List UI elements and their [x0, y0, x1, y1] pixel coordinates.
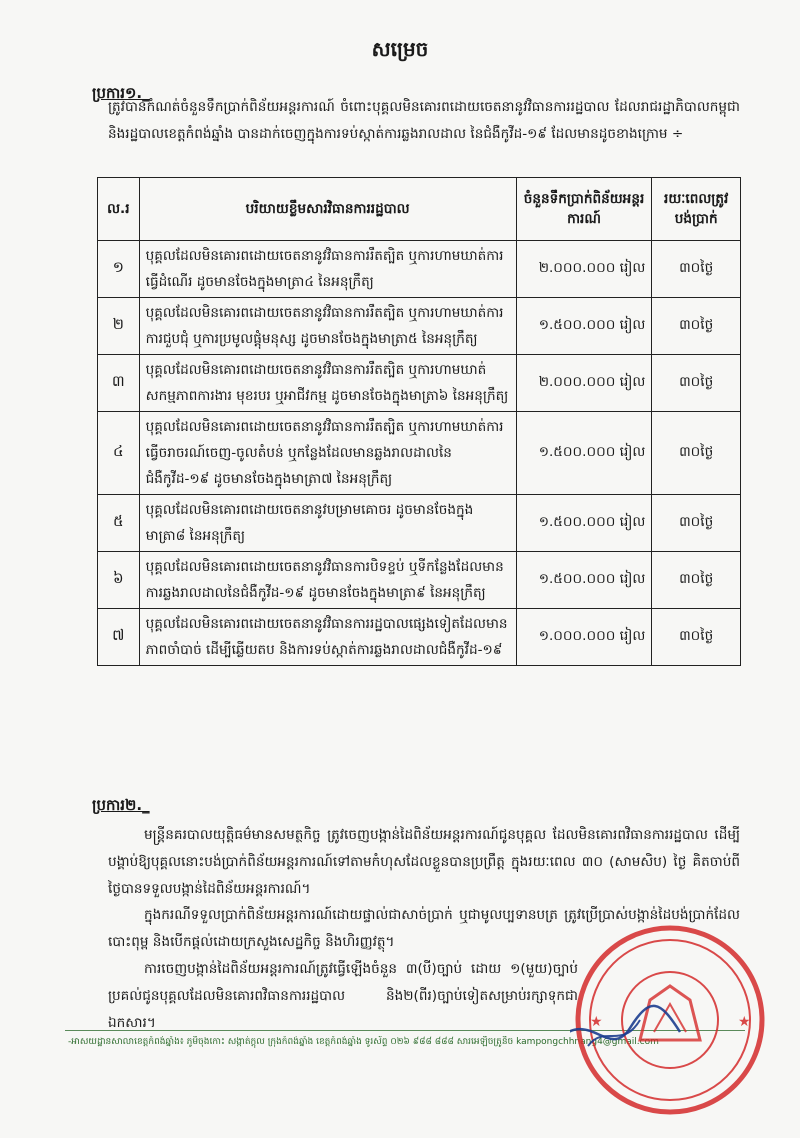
row-amount: ១.៥០០.០០០ រៀល [516, 552, 652, 609]
col-header-description: បរិយាយខ្លឹមសារវិធានការរដ្ឋបាល [139, 178, 516, 241]
row-description: បុគ្គលដែលមិនគោរពដោយចេតនានូវវិធានការរដ្ឋបាលផ្សេងទៀតដែលមានភាពចាំបាច់ ដើម្បីឆ្លើយតប និងការទប់ស្កាត់ការឆ្លងរាលដាលជំងឺកូវីដ-១៩ [139, 609, 516, 666]
row-number: ៧ [98, 609, 140, 666]
article-2-heading: ប្រការ២._ [92, 796, 150, 814]
footer-address: -អាសយដ្ឋានសាលាខេត្តកំពង់ឆ្នាំង៖ ភូមិចុងកោះ សង្កាត់ក្តុល ក្រុងកំពង់ឆ្នាំង ខេត្តកំពង់ឆ្នាំង ទូរស័ព្ទ ០២៦ ៩៨៨ ៨៨៨ សារអេឡិចត្រូនិច kampongchhnang4@gmail.com [68, 1037, 659, 1047]
row-description: បុគ្គលដែលមិនគោរពដោយចេតនានូវបម្រាមគោចរ ដូចមានចែងក្នុងមាត្រា៨ នៃអនុក្រឹត្យ [139, 495, 516, 552]
row-amount: ១.៥០០.០០០ រៀល [516, 495, 652, 552]
table-row [98, 241, 741, 298]
row-description: បុគ្គលដែលមិនគោរពដោយចេតនានូវវិធានការរឹតត្បិត ឬការហាមឃាត់ការធ្វើចរាចរណ៍ចេញ-ចូលតំបន់ ឬកន្លែងដែលមានឆ្លងរាលដាលនៃជំងឺកូវីដ-១៩ ដូចមានចែងក្នុងមាត្រា៧ នៃអនុក្រឹត្យ [139, 412, 516, 495]
table-header-row [98, 178, 741, 241]
row-number: ៣ [98, 355, 140, 412]
article-1-heading: ប្រការ១._ [92, 84, 150, 102]
row-period: ៣០ថ្ងៃ [652, 495, 741, 552]
row-period: ៣០ថ្ងៃ [652, 552, 741, 609]
col-header-no: ល.រ [98, 178, 140, 241]
row-amount: ២.០០០.០០០ រៀល [516, 241, 652, 298]
official-stamp [570, 920, 770, 1120]
row-description: បុគ្គលដែលមិនគោរពដោយចេតនានូវវិធានការរឹតត្បិត ឬការហាមឃាត់ការធ្វើដំណើរ ដូចមានចែងក្នុងមាត្រា៤ នៃអនុក្រឹត្យ [139, 241, 516, 298]
article-1-text: ត្រូវបានកំណត់ចំនួនទឹកប្រាក់ពិន័យអន្តរការណ៍ ចំពោះបុគ្គលមិនគោរពដោយចេតនានូវវិធានការរដ្ឋបាល ដែលរាជរដ្ឋាភិបាលកម្ពុជា និងរដ្ឋបាលខេត្តកំពង់ឆ្នាំង បានដាក់ចេញក្នុងការទប់ស្កាត់ការឆ្លងរាលដាល នៃជំងឺកូវីដ-១៩ ដែលមានដូចខាងក្រោម ÷ [108, 99, 740, 142]
table-row [98, 355, 741, 412]
table-row [98, 609, 741, 666]
fine-table [97, 177, 741, 666]
svg-text:★: ★ [590, 1014, 603, 1030]
svg-text:★: ★ [738, 1014, 751, 1030]
article-2-paragraph-2: ក្នុងករណីទទួលប្រាក់ពិន័យអន្តរការណ៍ដោយផ្ទាល់ជាសាច់ប្រាក់ ឬជាមូលប្បទានបត្រ ត្រូវប្រើប្រាស់បង្កាន់ដៃបង់ប្រាក់ដែលបោះពុម្ព និងបើកផ្តល់ដោយក្រសួងសេដ្ឋកិច្ច និងហិរញ្ញវត្ថុ។ [108, 907, 740, 950]
row-period: ៣០ថ្ងៃ [652, 412, 741, 495]
col-header-period: រយៈពេលត្រូវបង់ប្រាក់ [652, 178, 741, 241]
row-period: ៣០ថ្ងៃ [652, 298, 741, 355]
row-number: ២ [98, 298, 140, 355]
table-row [98, 412, 741, 495]
row-number: ១ [98, 241, 140, 298]
row-amount: ២.០០០.០០០ រៀល [516, 355, 652, 412]
table-row [98, 552, 741, 609]
row-description: បុគ្គលដែលមិនគោរពដោយចេតនានូវវិធានការរឹតត្បិត ឬការហាមឃាត់សកម្មភាពការងារ មុខរបរ ឬអាជីវកម្ម ដូចមានចែងក្នុងមាត្រា៦ នៃអនុក្រឹត្យ [139, 355, 516, 412]
row-description: បុគ្គលដែលមិនគោរពដោយចេតនានូវវិធានការបិទខ្ទប់ ឬទីកន្លែងដែលមានការឆ្លងរាលដាលនៃជំងឺកូវីដ-១៩ ដូចមានចែងក្នុងមាត្រា៩ នៃអនុក្រឹត្យ [139, 552, 516, 609]
table-row [98, 495, 741, 552]
row-number: ៥ [98, 495, 140, 552]
row-description: បុគ្គលដែលមិនគោរពដោយចេតនានូវវិធានការរឹតត្បិត ឬការហាមឃាត់ការការជួបជុំ ឬការប្រមូលផ្តុំមនុស្ស ដូចមានចែងក្នុងមាត្រា៥ នៃអនុក្រឹត្យ [139, 298, 516, 355]
row-amount: ១.០០០.០០០ រៀល [516, 609, 652, 666]
row-period: ៣០ថ្ងៃ [652, 241, 741, 298]
row-number: ៤ [98, 412, 140, 495]
row-period: ៣០ថ្ងៃ [652, 355, 741, 412]
document-title: សម្រេច [371, 37, 429, 61]
table-row [98, 298, 741, 355]
article-2-paragraph-1: មន្ត្រីនគរបាលយុត្តិធម៌មានសមត្ថកិច្ច ត្រូវចេញបង្កាន់ដៃពិន័យអន្តរការណ៍ជូនបុគ្គល ដែលមិនគោរពវិធានការរដ្ឋបាល ដើម្បីបង្គាប់ឱ្យបុគ្គលនោះបង់ប្រាក់ពិន័យអន្តរការណ៍ទៅតាមកំហុសដែលខ្លួនបានប្រព្រឹត្ត ក្នុងរយៈពេល ៣០ (សាមសិប) ថ្ងៃ គិតចាប់ពីថ្ងៃបានទទួលបង្កាន់ដៃពិន័យអន្តរការណ៍។ [108, 827, 740, 897]
row-number: ៦ [98, 552, 140, 609]
row-amount: ១.៥០០.០០០ រៀល [516, 298, 652, 355]
row-amount: ១.៥០០.០០០ រៀល [516, 412, 652, 495]
article-2-paragraph-3: ការចេញបង្កាន់ដៃពិន័យអន្តរការណ៍ត្រូវធ្វើឡើងចំនួន ៣(បី)ច្បាប់ ដោយ ១(មួយ)ច្បាប់ប្រគល់ជូនបុគ្គលដែលមិនគោរពវិធានការរដ្ឋបាល និង២(ពីរ)ច្បាប់ទៀតសម្រាប់រក្សាទុកជាឯកសារ។ [108, 961, 578, 1031]
row-period: ៣០ថ្ងៃ [652, 609, 741, 666]
col-header-amount: ចំនួនទឹកប្រាក់ពិន័យអន្តរការណ៍ [516, 178, 652, 241]
